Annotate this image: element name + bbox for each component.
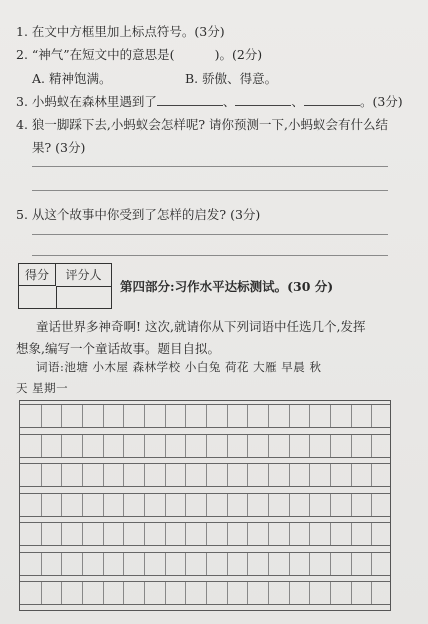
grid-cell-divider (309, 405, 310, 427)
question-5-answer-line-2[interactable] (32, 255, 388, 256)
grid-cell-divider (82, 435, 83, 457)
grid-cell-divider (330, 405, 331, 427)
part-4-instructions-line-1: 童话世界多神奇啊! 这次,就请你从下列词语中任选几个,发挥 (36, 319, 366, 334)
question-2-prefix: 2. “神气”在短文中的意思是( (16, 47, 175, 62)
grid-cell-divider (309, 464, 310, 486)
composition-grid[interactable] (19, 400, 391, 611)
grid-cell-divider (144, 523, 145, 545)
grid-cell-divider (371, 523, 372, 545)
grid-cell-divider (268, 494, 269, 516)
grid-cell-divider (185, 494, 186, 516)
grid-row[interactable] (20, 552, 390, 576)
grid-cell-divider (123, 553, 124, 575)
grid-cell-divider (268, 464, 269, 486)
grid-cell-divider (330, 582, 331, 604)
bleed-through-text (262, 20, 265, 31)
grid-cell-divider (206, 494, 207, 516)
grid-cell-divider (330, 494, 331, 516)
grid-cell-divider (371, 405, 372, 427)
grid-cell-divider (165, 464, 166, 486)
grid-cell-divider (144, 553, 145, 575)
question-3-separator: 、 (291, 94, 304, 109)
word-list-line-1: 词语:池塘 小木屋 森林学校 小白兔 荷花 大雁 早晨 秋 (36, 360, 322, 374)
grid-cell-divider (144, 435, 145, 457)
grid-cell-divider (289, 435, 290, 457)
grid-cell-divider (247, 523, 248, 545)
question-4-answer-line-2[interactable] (32, 190, 388, 191)
grid-cell-divider (247, 553, 248, 575)
grid-cell-divider (206, 464, 207, 486)
grid-cell-divider (61, 405, 62, 427)
score-table-header-grader: 评分人 (56, 264, 111, 287)
grid-cell-divider (330, 464, 331, 486)
grid-cell-divider (61, 464, 62, 486)
grid-cell-divider (351, 553, 352, 575)
grid-cell-divider (165, 582, 166, 604)
grid-cell-divider (268, 435, 269, 457)
grid-cell-divider (227, 553, 228, 575)
grid-cell-divider (351, 435, 352, 457)
grid-cell-divider (227, 405, 228, 427)
grid-cell-divider (165, 405, 166, 427)
question-4-line-1: 4. 狼一脚踩下去,小蚂蚁会怎样呢? 请你预测一下,小蚂蚁会有什么结 (16, 117, 389, 132)
grid-cell-divider (41, 553, 42, 575)
grid-cell-divider (185, 435, 186, 457)
question-4-answer-line-1[interactable] (32, 166, 388, 167)
question-3 (16, 92, 403, 110)
grid-cell-divider (351, 523, 352, 545)
grid-cell-divider (165, 435, 166, 457)
grid-cell-divider (165, 553, 166, 575)
grid-cell-divider (247, 464, 248, 486)
grid-cell-divider (371, 435, 372, 457)
part-4-title: 第四部分:习作水平达标测试。(30 分) (120, 279, 334, 294)
grid-cell-divider (227, 582, 228, 604)
question-1: 1. 在文中方框里加上标点符号。(3分) (16, 24, 225, 39)
grid-cell-divider (82, 464, 83, 486)
grid-cell-divider (309, 523, 310, 545)
grid-row[interactable] (20, 581, 390, 605)
grid-cell-divider (206, 523, 207, 545)
grid-cell-divider (61, 494, 62, 516)
grid-cell-divider (289, 523, 290, 545)
grid-cell-divider (103, 553, 104, 575)
grid-cell-divider (41, 435, 42, 457)
grid-cell-divider (185, 405, 186, 427)
grid-cell-divider (185, 582, 186, 604)
question-3-blank-3[interactable] (304, 93, 360, 106)
grid-cell-divider (123, 582, 124, 604)
grid-cell-divider (144, 582, 145, 604)
grid-cell-divider (123, 523, 124, 545)
grid-cell-divider (41, 523, 42, 545)
grid-cell-divider (289, 553, 290, 575)
grid-cell-divider (103, 523, 104, 545)
question-2-option-b: B. 骄傲、得意。 (185, 71, 278, 86)
question-2 (16, 45, 262, 63)
grid-cell-divider (247, 405, 248, 427)
grid-cell-divider (41, 582, 42, 604)
question-3-blank-2[interactable] (235, 93, 291, 106)
grid-cell-divider (185, 523, 186, 545)
grid-cell-divider (247, 582, 248, 604)
grid-cell-divider (144, 464, 145, 486)
grid-cell-divider (268, 553, 269, 575)
grid-cell-divider (351, 494, 352, 516)
grid-cell-divider (227, 523, 228, 545)
grid-cell-divider (309, 553, 310, 575)
question-2-option-a: A. 精神饱满。 (32, 71, 112, 86)
grid-cell-divider (82, 582, 83, 604)
score-table (18, 263, 112, 309)
grid-cell-divider (61, 523, 62, 545)
grid-cell-divider (185, 553, 186, 575)
grid-cell-divider (41, 494, 42, 516)
grid-cell-divider (330, 553, 331, 575)
grid-cell-divider (144, 494, 145, 516)
grid-cell-divider (82, 553, 83, 575)
grid-cell-divider (227, 494, 228, 516)
grid-cell-divider (371, 464, 372, 486)
grid-row[interactable] (20, 404, 390, 428)
grid-cell-divider (227, 464, 228, 486)
question-3-separator: 、 (222, 94, 236, 109)
grid-cell-divider (309, 435, 310, 457)
grid-cell-divider (351, 464, 352, 486)
grid-cell-divider (371, 582, 372, 604)
grid-cell-divider (103, 494, 104, 516)
grid-cell-divider (309, 494, 310, 516)
question-3-prefix: 3. 小蚂蚁在森林里遇到了 (16, 94, 157, 109)
question-2-blank[interactable] (175, 47, 215, 59)
grid-cell-divider (41, 464, 42, 486)
grid-cell-divider (309, 582, 310, 604)
grid-cell-divider (103, 435, 104, 457)
grid-cell-divider (61, 553, 62, 575)
grid-row[interactable] (20, 463, 390, 487)
grid-cell-divider (144, 405, 145, 427)
question-3-blank-1[interactable] (157, 93, 223, 106)
grid-cell-divider (123, 464, 124, 486)
grid-cell-divider (268, 582, 269, 604)
grid-cell-divider (206, 435, 207, 457)
grid-cell-divider (103, 464, 104, 486)
grid-cell-divider (289, 494, 290, 516)
grid-cell-divider (206, 405, 207, 427)
grid-cell-divider (103, 405, 104, 427)
score-table-header-score: 得分 (19, 264, 56, 286)
grid-cell-divider (289, 464, 290, 486)
question-3-suffix: 。(3分) (359, 94, 403, 109)
grid-cell-divider (351, 582, 352, 604)
question-2-suffix: )。(2分) (214, 47, 263, 62)
grid-row[interactable] (20, 522, 390, 546)
grid-cell-divider (82, 523, 83, 545)
grid-cell-divider (351, 405, 352, 427)
grid-cell-divider (330, 435, 331, 457)
grid-cell-divider (206, 582, 207, 604)
grid-cell-divider (371, 553, 372, 575)
grid-cell-divider (227, 435, 228, 457)
grid-cell-divider (103, 582, 104, 604)
grid-row[interactable] (20, 493, 390, 517)
grid-cell-divider (82, 494, 83, 516)
grid-cell-divider (165, 523, 166, 545)
grid-cell-divider (289, 582, 290, 604)
grid-cell-divider (206, 553, 207, 575)
part-4-instructions-line-2: 想象,编写一个童话故事。题目自拟。 (16, 341, 220, 356)
grid-cell-divider (123, 435, 124, 457)
grid-cell-divider (247, 494, 248, 516)
grid-row[interactable] (20, 434, 390, 458)
grid-cell-divider (268, 405, 269, 427)
grid-cell-divider (371, 494, 372, 516)
grid-cell-divider (289, 405, 290, 427)
grid-cell-divider (247, 435, 248, 457)
grid-cell-divider (61, 435, 62, 457)
grid-cell-divider (123, 494, 124, 516)
grid-cell-divider (185, 464, 186, 486)
question-5-answer-line-1[interactable] (32, 234, 388, 235)
question-5: 5. 从这个故事中你受到了怎样的启发? (3分) (16, 207, 261, 222)
word-list-line-2: 天 星期一 (16, 381, 69, 395)
grid-cell-divider (330, 523, 331, 545)
grid-cell-divider (268, 523, 269, 545)
grid-cell-divider (165, 494, 166, 516)
question-4-line-2: 果? (3分) (32, 140, 86, 155)
grid-cell-divider (123, 405, 124, 427)
grid-cell-divider (61, 582, 62, 604)
grid-cell-divider (41, 405, 42, 427)
score-table-divider (56, 286, 57, 308)
grid-cell-divider (82, 405, 83, 427)
